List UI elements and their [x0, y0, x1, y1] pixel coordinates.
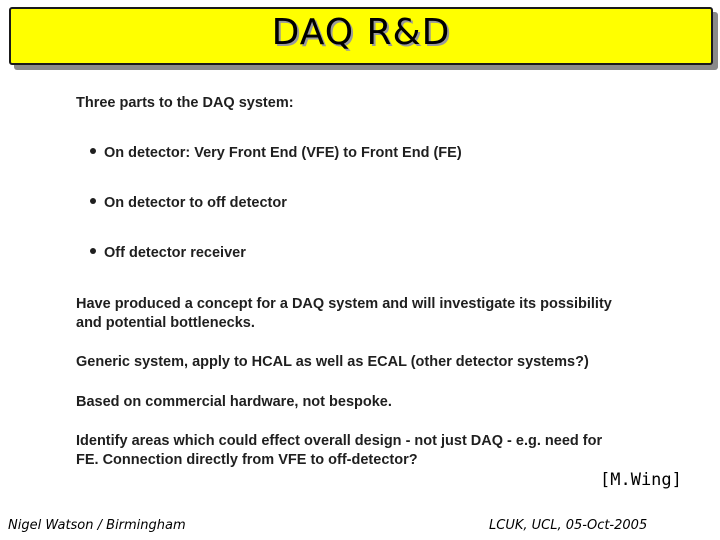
bullet-dot-icon: [90, 198, 96, 204]
bullet-text: On detector: Very Front End (VFE) to Front End (FE): [104, 145, 462, 161]
intro-text: Three parts to the DAQ system:: [76, 95, 294, 111]
bullet-item: [90, 195, 287, 211]
paragraph-line: Have produced a concept for a DAQ system and will investigate its possibility: [76, 296, 612, 312]
footer-event: LCUK, UCL, 05-Oct-2005: [489, 518, 648, 533]
source-credit: [M.Wing]: [600, 470, 682, 490]
footer-author: Nigel Watson / Birmingham: [8, 518, 186, 533]
paragraph-line: Identify areas which could effect overall design - not just DAQ - e.g. need for: [76, 433, 603, 449]
paragraph-line: FE. Connection directly from VFE to off-detector?: [76, 452, 418, 468]
paragraph-line: and potential bottlenecks.: [76, 315, 255, 331]
bullet-dot-icon: [90, 248, 96, 254]
bullet-dot-icon: [90, 148, 96, 154]
paragraph-line: Based on commercial hardware, not bespoke.: [76, 394, 392, 410]
bullet-item: [90, 145, 462, 161]
bullet-item: [90, 245, 246, 261]
slide-title: DAQ R&D: [271, 11, 451, 53]
paragraph-line: Generic system, apply to HCAL as well as ECAL (other detector systems?): [76, 354, 589, 370]
bullet-text: Off detector receiver: [104, 245, 246, 261]
bullet-text: On detector to off detector: [104, 195, 287, 211]
